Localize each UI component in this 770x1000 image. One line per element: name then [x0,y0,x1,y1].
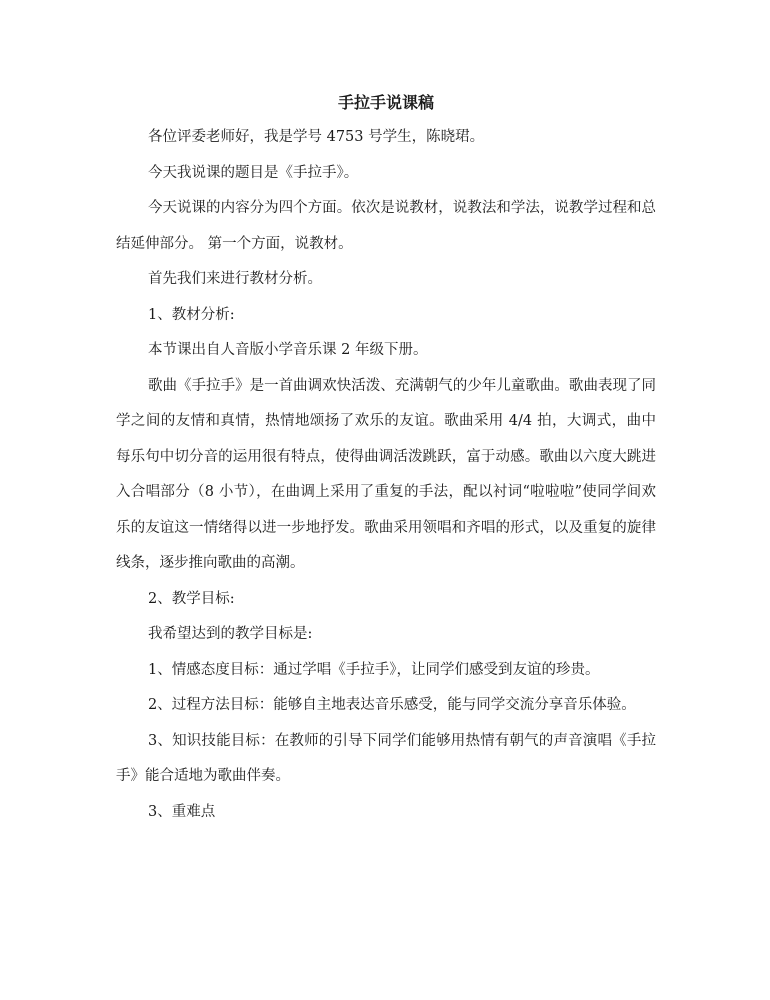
document-title: 手拉手说课稿 [337,93,434,112]
paragraph-greeting: 各位评委老师好，我是学号 4753 号学生，陈晓珺。 [148,129,485,145]
goal-emotional: 1、情感态度目标：通过学唱《手拉手》，让同学们感受到友谊的珍贵。 [148,661,600,678]
paragraph-outline: 今天说课的内容分为四个方面。依次是说教材，说教法和学法，说教学过程和总结延伸部分。 第一个方面，说教材。 [116,200,656,252]
goal-skills: 3、知识技能目标：在教师的引导下同学们能够用热情有朝气的声音演唱《手拉手》能合适地为歌曲伴奏。 [116,732,656,784]
paragraph-source: 本节课出自人音版小学音乐课 2 年级下册。 [148,342,428,358]
paragraph-song-description: 歌曲《手拉手》是一首曲调欢快活泼、充满朝气的少年儿童歌曲。歌曲表现了同学之间的友情和真情，热情地颂扬了欢乐的友谊。歌曲采用 4/4 拍，大调式，曲中每乐句中切分音的运用很有特点，使得曲调活泼跳跃，富于动感。歌曲以六度大跳进入合唱部分（8 小节），在曲调上采用了重复的手法，配以衬词“啦啦啦”使同学间欢乐的友谊这一情绪得以进一步地抒发。歌曲采用领唱和齐唱的形式，以及重复的旋律线条，逐步推向歌曲的高潮。 [116,377,656,571]
heading-teaching-goals: 2、教学目标: [148,590,235,607]
goal-process: 2、过程方法目标：能够自主地表达音乐感受，能与同学交流分享音乐体验。 [148,697,636,713]
heading-key-points: 3、重难点 [148,803,216,820]
heading-material-analysis: 1、教材分析: [148,306,235,323]
paragraph-analysis-intro: 首先我们来进行教材分析。 [148,271,322,287]
paragraph-topic: 今天我说课的题目是《手拉手》。 [148,164,359,181]
paragraph-goals-intro: 我希望达到的教学目标是: [148,626,313,642]
